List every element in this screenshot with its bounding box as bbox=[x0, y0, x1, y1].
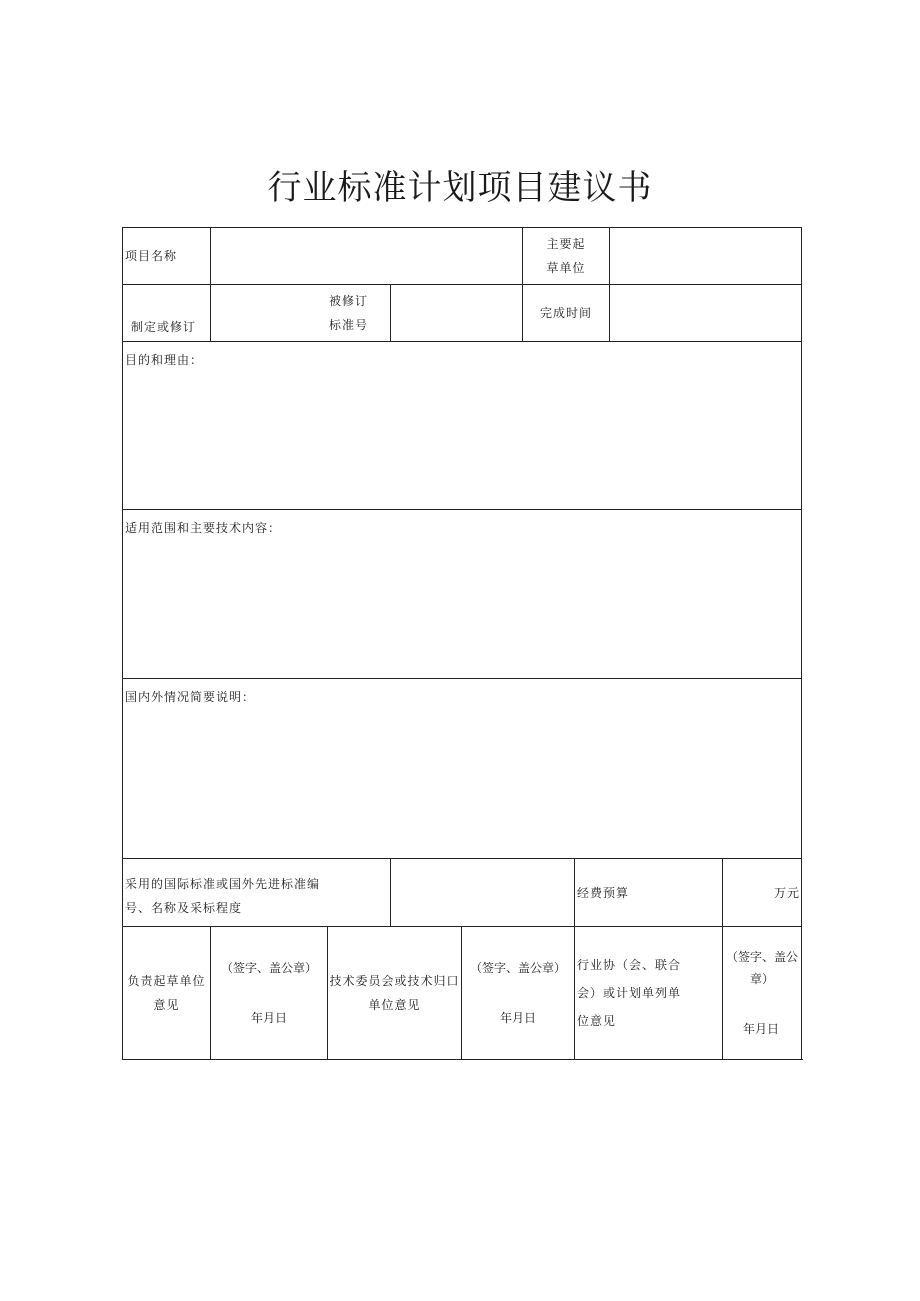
revised-std-label-line2: 标准号 bbox=[328, 318, 368, 332]
drafter-date: 年月日 bbox=[250, 1011, 287, 1025]
budget-label-cell bbox=[575, 859, 723, 927]
drafter-label-line2: 草单位 bbox=[546, 261, 586, 275]
make-or-revise-label-cell bbox=[123, 285, 211, 342]
adopt-label-line2: 号、名称及采标程度 bbox=[125, 900, 243, 915]
association-sign-seal: （签字、盖公章） bbox=[726, 950, 799, 986]
drafter-label-cell bbox=[523, 228, 610, 285]
scope-section[interactable] bbox=[123, 510, 802, 679]
proposal-form-table bbox=[122, 227, 802, 1060]
committee-opinion-line1: 技术委员会或技术归口 bbox=[329, 974, 460, 988]
purpose-label: 目的和理由： bbox=[125, 353, 204, 367]
association-opinion-line3: 位意见 bbox=[577, 1014, 617, 1028]
make-or-revise-label: 制定或修订 bbox=[131, 320, 197, 334]
association-opinion-line2: 会）或计划单列单 bbox=[577, 986, 682, 1000]
revised-std-label-line1: 被修订 bbox=[328, 294, 368, 308]
situation-section[interactable] bbox=[123, 679, 802, 859]
association-signature-cell[interactable] bbox=[723, 927, 802, 1060]
drafter-opinion-line2: 意见 bbox=[153, 998, 180, 1012]
completion-time-label: 完成时间 bbox=[540, 306, 593, 320]
drafter-label-line1: 主要起 bbox=[546, 237, 586, 251]
committee-opinion-line2: 单位意见 bbox=[368, 998, 421, 1012]
budget-input[interactable] bbox=[723, 859, 802, 927]
association-opinion-line1: 行业协（会、联合 bbox=[577, 958, 682, 972]
purpose-section[interactable] bbox=[123, 342, 802, 510]
committee-sign-seal: （签字、盖公章） bbox=[469, 961, 566, 975]
drafter-opinion-label-cell bbox=[123, 927, 211, 1060]
committee-signature-cell[interactable] bbox=[462, 927, 575, 1060]
adopt-label-line1: 采用的国际标准或国外先进标准编 bbox=[125, 876, 321, 891]
drafter-input[interactable] bbox=[610, 228, 802, 285]
association-date: 年月日 bbox=[743, 1022, 780, 1036]
association-opinion-label-cell bbox=[575, 927, 723, 1060]
situation-label: 国内外情况简要说明： bbox=[125, 690, 256, 704]
budget-label: 经费预算 bbox=[577, 885, 630, 900]
project-name-label: 项目名称 bbox=[125, 249, 178, 263]
completion-time-input[interactable] bbox=[610, 285, 802, 342]
adopt-input[interactable] bbox=[391, 859, 575, 927]
committee-date: 年月日 bbox=[499, 1011, 536, 1025]
adopt-label-cell bbox=[123, 859, 391, 927]
completion-label-cell bbox=[523, 285, 610, 342]
revised-std-label-cell bbox=[211, 285, 391, 342]
drafter-opinion-line1: 负责起草单位 bbox=[127, 974, 206, 988]
project-name-input[interactable] bbox=[211, 228, 523, 285]
page-title: 行业标准计划项目建议书 bbox=[267, 168, 653, 208]
budget-unit: 万元 bbox=[774, 885, 801, 900]
drafter-sign-seal: （签字、盖公章） bbox=[220, 961, 317, 975]
project-name-label-cell bbox=[123, 228, 211, 285]
committee-opinion-label-cell bbox=[328, 927, 462, 1060]
revised-std-input[interactable] bbox=[391, 285, 523, 342]
scope-label: 适用范围和主要技术内容： bbox=[125, 521, 282, 535]
drafter-signature-cell[interactable] bbox=[211, 927, 328, 1060]
